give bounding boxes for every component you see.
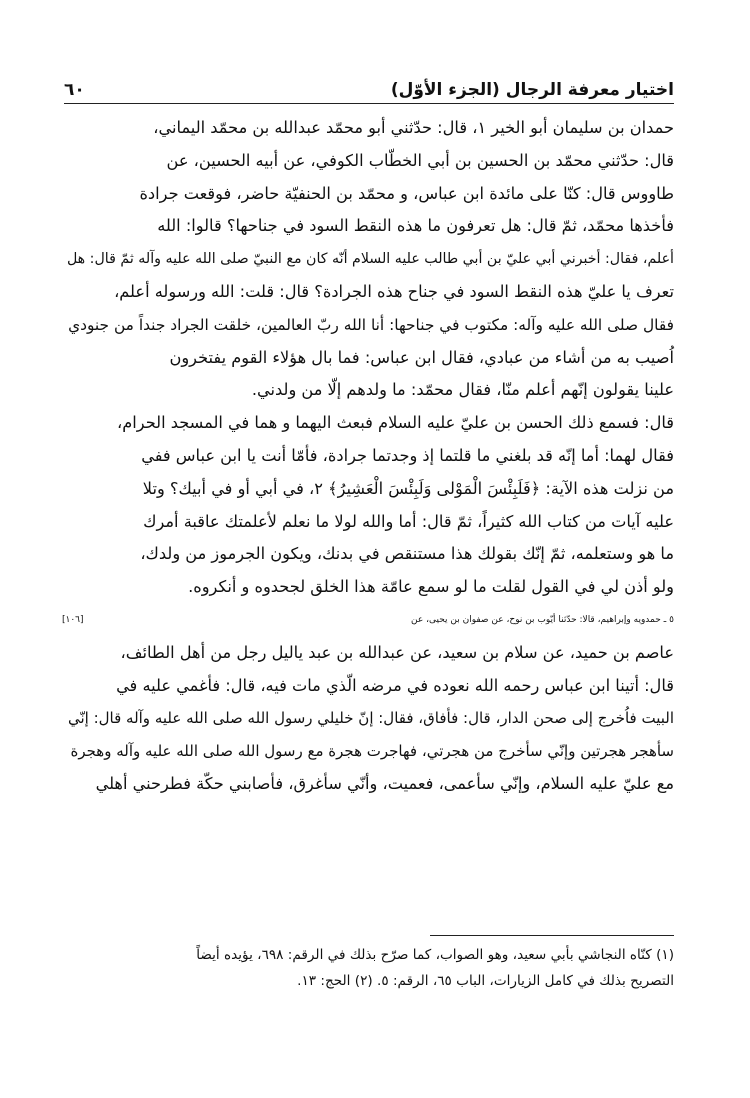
footnote-divider [430, 935, 674, 936]
footnote-line: التصريح بذلك في كامل الزيارات، الباب ٦٥، الرقم: ٥. (٢) الحج: ١٣. [297, 973, 674, 989]
text-line: فقال صلى الله عليه وآله: مكتوب في جناحها: أنا الله ربّ العالمين، خلقت الجراد جنداً من جنودي [68, 315, 674, 334]
text-line: ما هو وستعلمه، ثمّ إنّك بقولك هذا مستنقص في بدنك، ويكون الجرموز من ولدك، [140, 544, 674, 564]
text-line: اُصيب به من أشاء من عبادي، فقال ابن عباس: فما بال هؤلاء القوم يفتخرون [169, 347, 674, 367]
text-line: فقال لهما: أما إنّه قد بلغني ما قلتما إذ وجدتما جرادة، فأمّا أنت يا ابن عباس ففي [141, 445, 674, 465]
page-number: ٦٠ [64, 80, 85, 100]
hadith-number: [١٠٦] [62, 614, 84, 625]
text-line: ٥ ـ حمدويه وإبراهيم، قالا: حدّثنا أيّوب بن نوح، عن صفوان بن يحيى، عن [410, 614, 674, 625]
text-line: من نزلت هذه الآية: ﴿فَلَبِئْسَ الْمَوْلى وَلَبِئْسَ الْعَشِيرُ﴾ ٢، في أبي أو في أبيك؟ وتلا [142, 478, 674, 498]
text-line: قال: فسمع ذلك الحسن بن عليّ عليه السلام فبعث اليهما و هما في المسجد الحرام، [117, 413, 674, 433]
text-line: قال: حدّثني محمّد بن الحسين بن أبي الخطّاب الكوفي، عن أبيه الحسين، عن [166, 150, 674, 170]
text-line: ولو أذن لي في القول لقلت ما لو سمع عامّة هذا الخلق لجحدوه و أنكروه. [188, 577, 674, 597]
text-line: قال: أتينا ابن عباس رحمه الله نعوده في مرضه الّذي مات فيه، قال: فأغمي عليه في [116, 675, 674, 695]
text-line: سأهجر هجرتين وإنّي سأخرج من هجرتي، فهاجرت هجرة مع رسول الله صلى الله عليه وآله وهجرة [70, 742, 674, 761]
text-line: البيت فاُخرج إلى صحن الدار، قال: فأفاق، فقال: إنّ خليلي رسول الله صلى الله عليه وآله قال: إنّي [67, 709, 674, 728]
main-text [62, 112, 674, 801]
footnotes [66, 942, 674, 994]
text-line: طاووس قال: كنّا على مائدة ابن عباس، و محمّد بن الحنفيّة حاضر، فوقعت جرادة [139, 183, 674, 203]
page-header [64, 64, 674, 100]
text-line: عاصم بن حميد، عن سلام بن سعيد، عن عبدالله بن عبد ياليل رجل من أهل الطائف، [120, 642, 674, 662]
text-line: حمدان بن سليمان أبو الخير ١، قال: حدّثني أبو محمّد عبدالله بن محمّد اليماني، [153, 118, 674, 137]
text-line: مع عليّ عليه السلام، وإنّي سأعمى، فعميت، وأنّي سأغرق، فأصابني حكّة فطرحني أهلي [95, 773, 674, 793]
text-line: علينا يقولون إنّهم أعلم منّا، فقال محمّد: ما ولدهم إلّا من ولدني. [251, 380, 674, 400]
hadith-heading-line [62, 604, 674, 637]
text-line: تعرف يا عليّ هذه النقط السود في جناح هذه الجرادة؟ قال: قلت: الله ورسوله أعلم، [114, 281, 674, 301]
footnote-line: (١) كنّاه النجاشي بأبي سعيد، وهو الصواب، كما صرّح بذلك في الرقم: ٦٩٨، يؤيده أيضاً [196, 947, 674, 963]
header-divider [64, 103, 674, 104]
text-line: فأخذها محمّد، ثمّ قال: هل تعرفون ما هذه النقط السود في جناحها؟ قالوا: الله [157, 216, 674, 236]
text-line: أعلم، فقال: أخبرني أبي عليّ بن أبي طالب عليه السلام أنّه كان مع النبيّ صلى الله عليه وآله ثمّ قال: هل [66, 251, 674, 268]
book-title: اختيار معرفة الرجال (الجزء الأوّل) [390, 80, 674, 100]
text-line: عليه آيات من كتاب الله كثيراً، ثمّ قال: أما والله لولا ما نعلم لأعلمتك عاقبة أمرك [143, 511, 674, 531]
